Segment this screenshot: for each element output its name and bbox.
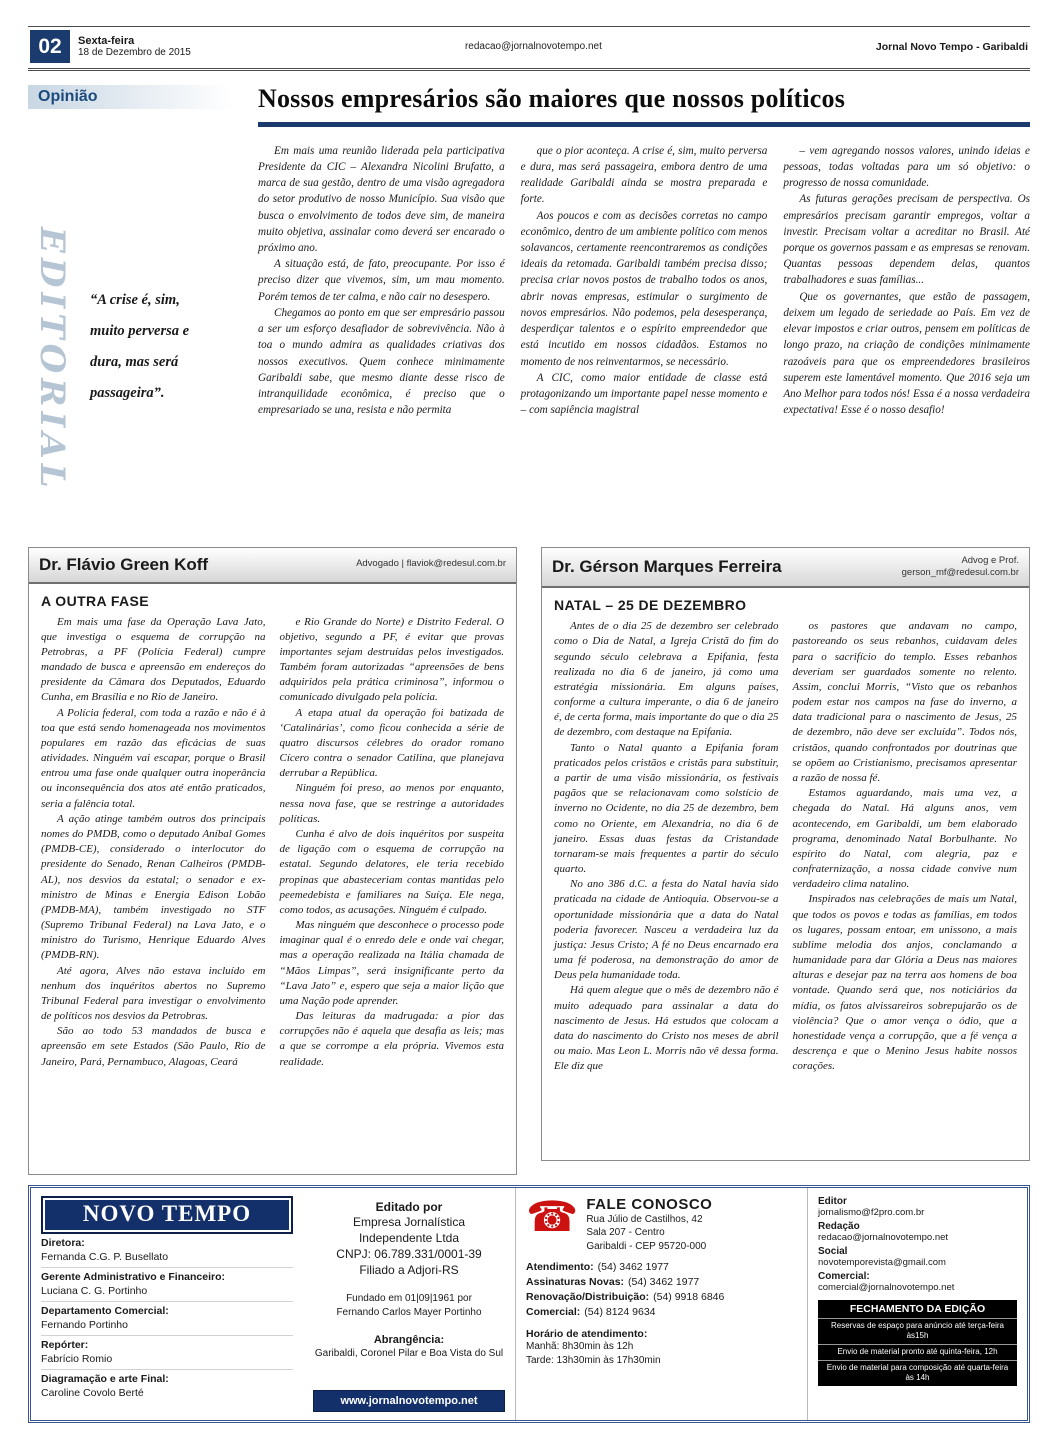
article-paragraph: A Polícia federal, com toda a razão e não é à toa que está sendo homenageada nos movimentos populares em razão das eficácias de suas atividades. Ninguém vai escapar, porque o Brasil entrou uma fase onde qualquer outra inoperância ou inconsequência dos atos até então praticados, seria a falência total.: [41, 706, 266, 810]
staff-list: [41, 1234, 293, 1403]
section-label-opiniao: Opinião: [28, 85, 233, 109]
novo-tempo-logo: NOVO TEMPO: [41, 1196, 293, 1234]
article-paragraph: Em mais uma fase da Operação Lava Jato, que investiga o esquema de corrupção na Petrobras, a PF (Polícia Federal) cumpre mandado de busca e apreensão em endereços do presidente da Câmara dos Deputados, Eduardo Cunha, em Brasília e no Rio de Janeiro.: [41, 615, 266, 704]
publisher-line: Empresa Jornalística: [352, 1214, 466, 1229]
website-bar: www.jornalnovotempo.net: [313, 1390, 505, 1412]
article-paragraph: No ano 386 d.C. a festa do Natal havia sido praticada na cidade de Antioquia. Observou-se a oportunidade missionária que a data do Natal poderia favorecer. Nasceu a verdadeira luz da justiça: Jesus Cristo; A fé no Deus encarnado era uma fé poderosa, na demonstração do amor de Deus pela humanidade toda.: [554, 878, 779, 982]
editorial-column-3: [783, 143, 1030, 535]
masthead-footer: [28, 1185, 1030, 1423]
editorial-paragraph: – vem agregando nossos valores, unindo ideias e pessoas, todas voltadas para um só objetivo: o progresso de nossa comunidade.: [783, 144, 1031, 190]
footer-emails-column: [807, 1188, 1027, 1420]
contact-title: FALE CONOSCO: [586, 1195, 713, 1213]
article-column-1: [41, 615, 266, 1070]
header-masthead: Jornal Novo Tempo - Garibaldi: [875, 40, 1028, 53]
publisher-line: CNPJ: 06.789.331/0001-39: [336, 1246, 482, 1261]
staff-entry: Departamento Comercial: Fernando Portinho: [41, 1302, 293, 1336]
credential-line: Advog e Prof.: [961, 554, 1019, 566]
article-title: NATAL – 25 DE DEZEMBRO: [554, 597, 747, 614]
coverage-label: Abrangência:: [373, 1334, 445, 1347]
founded-line: Fernando Carlos Mayer Portinho: [336, 1307, 482, 1319]
email-entry: Editor jornalismo@f2pro.com.br: [818, 1195, 925, 1218]
email-entry: Comercial: comercial@jornalnovotempo.net: [818, 1270, 955, 1293]
editorial-left-rail: [28, 143, 258, 535]
closing-line: Envio de material pronto até quinta-feira, 12h: [818, 1344, 1017, 1360]
phone-list: [526, 1261, 797, 1318]
footer-staff-column: [31, 1188, 303, 1420]
credential-line: gerson_mf@redesul.com.br: [901, 566, 1019, 578]
staff-entry: Repórter: Fabrício Romio: [41, 1336, 293, 1370]
page-header: [28, 26, 1030, 71]
article-column-1: [554, 619, 779, 1074]
hours-line: Manhã: 8h30min às 12h: [526, 1341, 634, 1353]
author-bar-right: [542, 548, 1029, 589]
founded-line: Fundado em 01|09|1961 por: [346, 1293, 472, 1305]
coverage-area: Garibaldi, Coronel Pilar e Boa Vista do Sul: [314, 1348, 504, 1360]
article-column-2: [793, 619, 1018, 1074]
article-paragraph: Cunha é alvo de dois inquéritos por suspeita de ligação com o esquema de corrupção na estatal. Segundo delatores, ele teria recebido propinas que abasteceriam contas mantidas pelo peemedebista e familiares na Suíça. Ele nega, como todos, as acusações. Ninguém é culpado.: [279, 828, 504, 916]
date-label: 18 de Dezembro de 2015: [78, 47, 191, 58]
contact-header: [526, 1191, 797, 1254]
article-paragraph: Estamos aguardando, mais uma vez, a chegada do Natal. Há alguns anos, vem acontecendo, em Garibaldi, um bem elaborado programa, denominado Natal Borbulhante. No espírito do Natal, com alegria, paz e confraternização, a nossa cidade convive num verdadeiro clima natalino.: [792, 787, 1017, 891]
publisher-line: Independente Ltda: [358, 1230, 460, 1245]
hours-label: Horário de atendimento:: [526, 1328, 648, 1341]
editorial-paragraph: A CIC, como maior entidade de classe está protagonizando um importante papel nesse momento e – com sapiência magistral: [520, 371, 768, 417]
opinion-header-row: [28, 85, 1030, 127]
editorial-column-2: [521, 143, 768, 535]
editorial-paragraph: Chegamos ao ponto em que ser empresário passou a ser um esforço desafiador de sobrevivência. Não à toa o mundo admira as qualidades criativas dos nossos executivos. Quem conhece minimamente Garibaldi sabe, que mesmo diante desse risco de intranquilidade econômica, é preciso que o empresariado se una, resista e não permita: [258, 306, 505, 417]
article-paragraph: Mas ninguém que desconhece o processo pode imaginar qual é o enredo dele e onde vai chegar, mas a operação realizada na Itália chamada de “Mãos Limpas”, será insignificante perto da “Lava Jato” e, espero que seja a maior lição que uma Nação pode aprender.: [279, 919, 504, 1007]
editorial-paragraph: As futuras gerações precisam de perspectiva. Os empresários precisam garantir empregos, voltar a investir. Precisam voltar a acreditar no Brasil. Até porque os governos passam e as empresas se renovam. Quantas pessoas dependem delas, quantos trabalhadores e suas famílias...: [783, 193, 1031, 287]
editorial-vertical-label: EDITORIAL: [32, 226, 72, 493]
footer-publisher-column: [303, 1188, 515, 1420]
editorial-text-columns: [258, 143, 1030, 535]
author-bar-left: [29, 548, 516, 584]
phone-entry: Atendimento: (54) 3462 1977: [526, 1261, 669, 1274]
article-paragraph: Tanto o Natal quanto a Epifania foram praticados pelos cristãos e cristãs para substituir, a partir de uma visão missionária, os festivais pagãos que se relacionavam como solstício de inverno no Ocidente, no dia 25 de dezembro, bem como no Oriente, em Alexandria, no dia 6 de janeiro. Essas duas festas da Cristandade tornaram-se mais frequentes a partir do século quarto.: [554, 741, 779, 876]
header-contact-email: redacao@jornalnovotempo.net: [464, 41, 602, 52]
article-paragraph: São ao todo 53 mandados de busca e apreensão em sete Estados (São Paulo, Rio de Janeiro, Pará, Pernambuco, Alagoas, Ceará: [41, 1025, 266, 1068]
article-paragraph: Há quem alegue que o mês de dezembro não é muito adequado para assinalar a data do nascimento de Jesus. Há estudos que colocam a data do nascimento do Cristo nos meses de abril ou maio. Mas Leon L. Morris não vê dessa forma. Ele diz que: [554, 984, 779, 1073]
pull-quote: “A crise é, sim, muito perversa e dura, mas será passageira”.: [90, 291, 190, 402]
article-paragraph: A ação atinge também outros dos principais nomes do PMDB, como o deputado Aníbal Gomes (PMDB-CE), considerado o interlocutor do presidente do Senado, Renan Calheiros (PMDB-AL), nos desvios da estatal; o senador e ex-ministro de Minas e Energia Edison Lobão (PMDB-MA), também investigado no STF (Supremo Tribunal Federal) na Lava Jato, e o ministro do Turismo, Henrique Eduardo Alves (PMDB-RN).: [41, 812, 266, 962]
headline-rule: [258, 122, 1030, 127]
article-natal-25-dezembro: [541, 547, 1030, 1161]
published-by-label: Editado por: [375, 1199, 443, 1214]
staff-entry: Gerente Administrativo e Financeiro: Luciana C. G. Portinho: [41, 1268, 293, 1302]
article-paragraph: Ninguém foi preso, ao menos por enquanto, nessa nova fase, que se restringe a autoridades políticas.: [279, 782, 504, 825]
phone-entry: Comercial: (54) 8124 9634: [526, 1306, 656, 1319]
footer-contact-column: [515, 1188, 807, 1420]
author-credentials: [356, 558, 506, 570]
address-line: Sala 207 - Centro: [586, 1227, 665, 1239]
credential-line: Advogado | flaviok@redesul.com.br: [356, 558, 506, 570]
founded-lines: [313, 1292, 505, 1320]
publisher-line: Filiado a Adjori-RS: [359, 1263, 459, 1278]
closing-line: Reservas de espaço para anúncio até terça-feira às15h: [818, 1318, 1017, 1344]
article-paragraph: Das leituras da madrugada: a pior das corrupções não é aquela que desafia as leis; mas a que se corrompe a ela própria. Vivemos esta realidade.: [279, 1010, 504, 1068]
author-name: Dr. Gérson Marques Ferreira: [552, 556, 782, 576]
publisher-lines: [313, 1214, 505, 1279]
weekday-label: Sexta-feira: [78, 35, 135, 47]
editorial-headline: Nossos empresários são maiores que nossos políticos: [258, 84, 846, 113]
editorial-paragraph: Em mais uma reunião liderada pela participativa Presidente da CIC – Alexandra Nicolini Brufatto, a marca de sua gestão, dentro de uma visão agregadora do setor produtivo de nosso Município. Sua visão que busca o envolvimento de todos deve sim, de maneira muito objetiva, assinalar como deverá ser encarado o próximo ano.: [258, 144, 505, 254]
columnists-row: [28, 547, 1030, 1175]
article-paragraph: Inspirados nas celebrações de mais um Natal, que todos os povos e todas as famílias, em todos os lugares, possam entoar, em unissono, a mais sublime melodia dos anjos, conclamando a humanidade para dar Glória a Deus nas maiores alturas e desejar paz na terra aos homens de boa vontade. Quando será que, nos noticiários da mídia, os fatos alvissareiros sobrepujarão os de violência? Que o amor vença o ódio, que a honestidade vença a corrupção, que a fé vença a descrença e que o Menino Jesus habite nossos corações.: [792, 893, 1017, 1073]
email-list: [818, 1196, 1017, 1296]
header-date-block: [78, 35, 191, 58]
closing-lines: [818, 1318, 1017, 1386]
article-body: [29, 612, 516, 1080]
editorial-column-1: [258, 143, 505, 535]
article-body: [542, 616, 1029, 1084]
opinion-body-row: [28, 143, 1030, 535]
phone-icon: ☎: [526, 1191, 579, 1241]
editorial-paragraph: Que os governantes, que estão de passagem, deixem um legado de seriedade ao País. Em vez de elevar impostos e criar outros, pensem em políticas de longo prazo, na criação de condições minimamente razoáveis para que os empreendedores brasileiros superem este lamentável momento. Que 2016 seja um Ano Melhor para todos nós! Essa é a nossa verdadeira expectativa! Esse é o nosso desafio!: [783, 290, 1031, 417]
author-credentials: [902, 555, 1019, 580]
hours-line: Tarde: 13h30min às 17h30min: [526, 1355, 661, 1367]
article-title: A OUTRA FASE: [41, 592, 149, 609]
author-name: Dr. Flávio Green Koff: [39, 554, 209, 574]
closing-title: FECHAMENTO DA EDIÇÃO: [849, 1302, 986, 1315]
hours-list: [526, 1340, 797, 1368]
address-line: Rua Júlio de Castilhos, 42: [586, 1213, 703, 1225]
article-paragraph: Até agora, Alves não estava incluído em nenhum dos inquéritos abertos no Supremo Tribunal Federal para investigar o envolvimento de políticos nos desvios da Petrobras.: [41, 964, 266, 1023]
article-column-2: [280, 615, 505, 1070]
editorial-paragraph: A situação está, de fato, preocupante. Por isso é preciso dizer que vivemos, sim, um mau momento. Porém temos de ter calma, e não cair no desespero.: [258, 258, 505, 303]
phone-entry: Renovação/Distribuição: (54) 9918 6846: [526, 1291, 725, 1304]
article-paragraph: A etapa atual da operação foi batizada de ‘Catalinárias’, como ficou conhecida a série de quatro discursos célebres do orador romano Cícero contra o senador Catilina, que planejava derrubar a República.: [279, 706, 504, 780]
article-paragraph: Antes de o dia 25 de dezembro ser celebrado como o Dia de Natal, a Igreja Cristã do fim do segundo século celebrava a Epifania, festa realizada no dia 6 de janeiro, já como uma estratégia missionária. Em alguns países, conforme a cultura imperante, o dia 6 de janeiro é, de certa forma, mais importante do que o dia 25 de dezembro, com destaque na Epifania.: [554, 620, 779, 739]
staff-entry: Diretora: Fernanda C.G. P. Busellato: [41, 1234, 293, 1268]
phone-entry: Assinaturas Novas: (54) 3462 1977: [526, 1276, 700, 1289]
staff-entry: Diagramação e arte Final: Caroline Covolo Berté: [41, 1372, 169, 1399]
email-entry: Redação redacao@jornalnovotempo.net: [818, 1220, 949, 1243]
editorial-paragraph: Aos poucos e com as decisões corretas no campo econômico, dentro de um ambiente político com menos solavancos, certamente reencontraremos as condições ideais da retomada. Garibaldi também precisa disso; precisa criar novos postos de trabalho todos os anos, abrir novas empresas, estimular o surgimento de novos empresários. Não podemos, pela desesperança, desperdiçar talentos e o espírito empreendedor que está incutido em nossos cidadãos. Estamos no momento de nos reinventarmos, se necessário.: [520, 209, 768, 368]
closing-line: Envio de material para composição até quarta-feira às 14h: [818, 1360, 1017, 1386]
address-line: Garibaldi - CEP 95720-000: [586, 1240, 707, 1252]
email-entry: Social novotemporevista@gmail.com: [818, 1245, 946, 1268]
article-a-outra-fase: [28, 547, 517, 1175]
edition-closing-box: [818, 1300, 1017, 1386]
page-number-badge: 02: [30, 30, 70, 63]
opinion-section: [28, 85, 1030, 535]
article-paragraph: e Rio Grande do Norte) e Distrito Federal. O objetivo, segundo a PF, é evitar que provas importantes sejam destruídas pelos investigados. Também foram autorizadas “apreensões de bens adquiridos pela prática criminosa”, informou o comunicado divulgado pela polícia.: [279, 615, 504, 704]
contact-address: [586, 1213, 712, 1254]
editorial-paragraph: que o pior aconteça. A crise é, sim, muito perversa e dura, mas será passageira, embora dentro de uma realidade Garibaldi ainda se mostra preparada e forte.: [520, 144, 768, 206]
article-paragraph: os pastores que andavam no campo, pastoreando os seus rebanhos, cuidavam deles para o sacrifício do templo. Esses rebanhos deveriam ser guardados somente no relento. Assim, conclui Morris, “Visto que os rebanhos podem estar nos campos na fase do inverno, a data tradicional para o nascimento de Jesus, 25 de dezembro, não deve ser excluída”. Todos nós, cristãos, quando confrontados por doutrinas que se opõem ao Cristianismo, precisamos apresentar a razão de nossa fé.: [792, 620, 1017, 784]
